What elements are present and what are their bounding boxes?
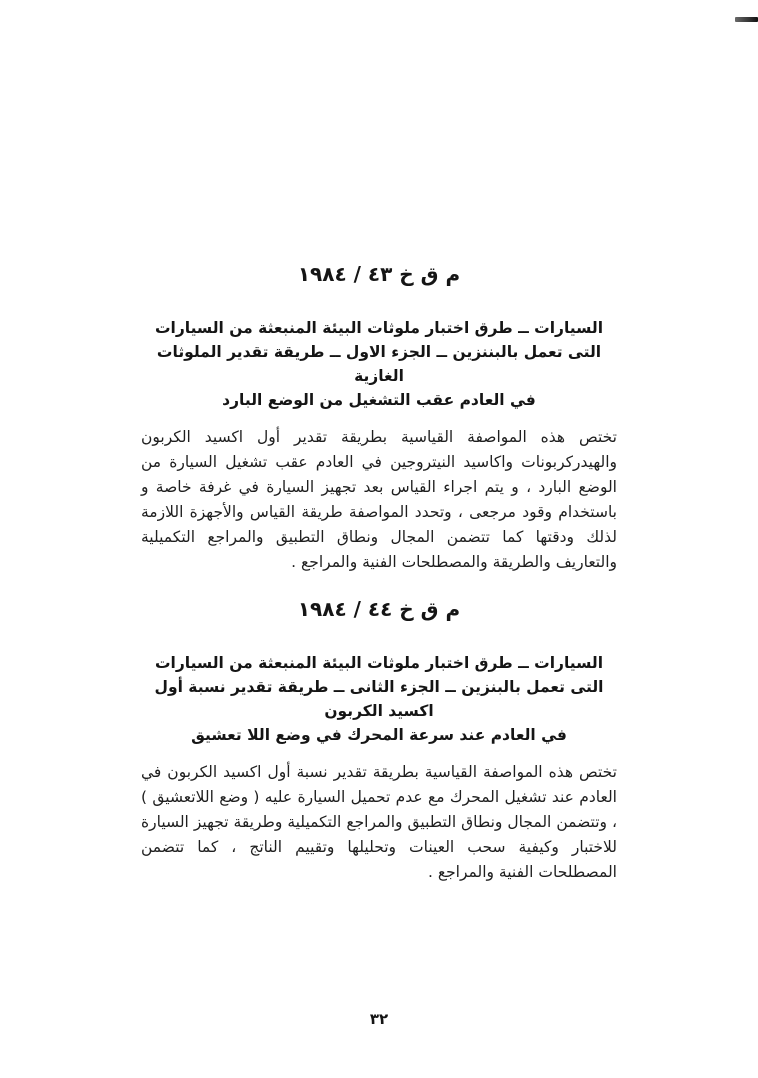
standard-title-line: اكسيد الكربون <box>324 702 434 720</box>
standard-title-line: الغازية <box>354 367 404 385</box>
standard-title-line: التى تعمل بالبنزين ــ الجزء الثانى ــ طريقة تقدير نسبة أول <box>154 678 604 696</box>
standard-entry-44-1984 <box>141 595 617 885</box>
standard-title-line: السيارات ــ طرق اختبار ملوثات البيئة المنبعثة من السيارات <box>154 319 604 337</box>
standard-title-line: التى تعمل بالبننزين ــ الجزء الاول ــ طريقة تقدير الملوثات <box>156 343 602 361</box>
standard-title-line: السيارات ــ طرق اختبار ملوثات البيئة المنبعثة من السيارات <box>154 654 604 672</box>
standard-abstract: تختص هذه المواصفة القياسية بطريقة تقدير نسبة أول اكسيد الكربون في العادم عند تشغيل المحرك مع عدم تحميل السيارة عليه ( وضع اللاتعشيق ) ، وتتضمن المجال ونطاق التطبيق والمراجع التكميلية وطريقة تجهيز السيارة للاختبار وكيفية سحب العينات وتحليلها وتقييم الناتج ، كما تتضمن المصطلحات الفنية والمراجع . <box>141 763 617 881</box>
page-number: ٣٢ <box>369 1010 389 1028</box>
standard-title-line: في العادم عقب التشغيل من الوضع البارد <box>222 391 536 409</box>
scan-artifact-mark <box>735 17 758 22</box>
standard-entry-43-1984 <box>141 260 617 575</box>
page-content <box>141 260 617 885</box>
standard-code-heading: م ق خ ٤٤ / ١٩٨٤ <box>297 597 461 621</box>
standard-title <box>141 651 617 747</box>
standard-title-line: في العادم عند سرعة المحرك في وضع اللا تعشيق <box>191 726 567 744</box>
standard-abstract: تختص هذه المواصفة القياسية بطريقة تقدير أول اكسيد الكربون والهيدركربونات واكاسيد النيتروجين في العادم عقب تشغيل السيارة من الوضع البارد ، و يتم اجراء القياس بعد تجهيز السيارة في غرفة خاصة و باستخدام وقود مرجعى ، وتحدد المواصفة طريقة القياس والأجهزة اللازمة لذلك ودقتها كما تتضمن المجال ونطاق التطبيق والمراجع التكميلية والتعاريف والطريقة والمصطلحات الفنية والمراجع . <box>141 428 617 571</box>
standard-code-heading: م ق خ ٤٣ / ١٩٨٤ <box>297 262 461 286</box>
standard-title <box>141 316 617 412</box>
